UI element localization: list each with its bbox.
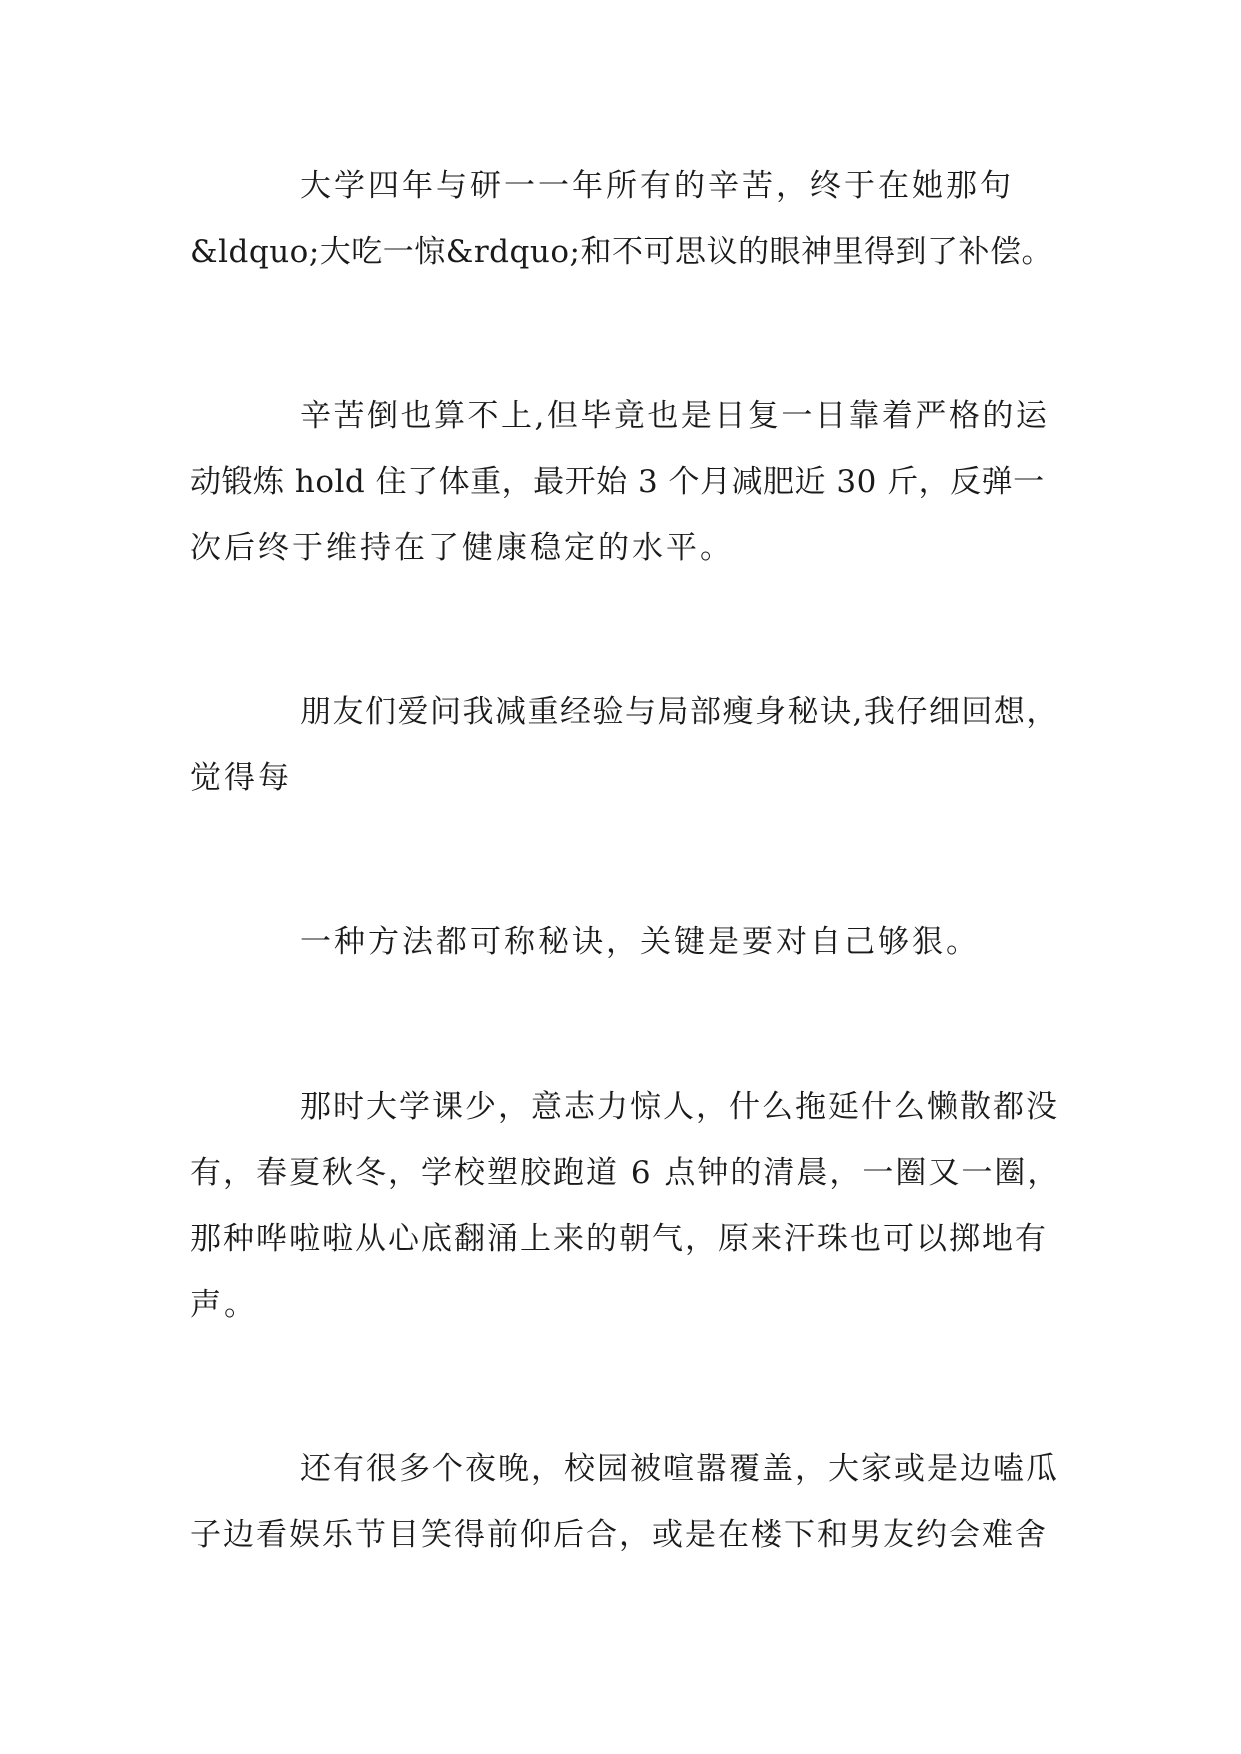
paragraph-1-line-2: &ldquo;大吃一惊&rdquo;和不可思议的眼神里得到了补偿。 [190,234,1053,270]
paragraph-5-line-3: 那种哗啦啦从心底翻涌上来的朝气，原来汗珠也可以掷地有 [190,1221,1048,1257]
paragraph-5-line-2: 有，春夏秋冬，学校塑胶跑道 6 点钟的清晨，一圈又一圈， [190,1155,1061,1191]
paragraph-5-line-4: 声。 [190,1287,258,1323]
paragraph-6-line-1: 还有很多个夜晚，校园被喧嚣覆盖，大家或是边嗑瓜 [300,1451,1059,1487]
paragraph-5-line-1: 那时大学课少，意志力惊人，什么拖延什么懒散都没 [300,1089,1059,1125]
paragraph-4-line-1: 一种方法都可称秘诀，关键是要对自己够狠。 [300,924,980,960]
paragraph-3-line-1: 朋友们爱问我减重经验与局部瘦身秘诀,我仔细回想， [300,694,1059,730]
paragraph-3-line-2: 觉得每 [190,760,292,796]
paragraph-2-line-2: 动锻炼 hold 住了体重，最开始 3 个月减肥近 30 斤，反弹一 [190,464,1045,500]
paragraph-2-line-3: 次后终于维持在了健康稳定的水平。 [190,530,734,566]
paragraph-2-line-1: 辛苦倒也算不上,但毕竟也是日复一日靠着严格的运 [300,398,1050,434]
paragraph-6-line-2: 子边看娱乐节目笑得前仰后合，或是在楼下和男友约会难舍 [190,1517,1048,1553]
paragraph-1-line-1: 大学四年与研一一年所有的辛苦，终于在她那句 [300,168,1014,204]
